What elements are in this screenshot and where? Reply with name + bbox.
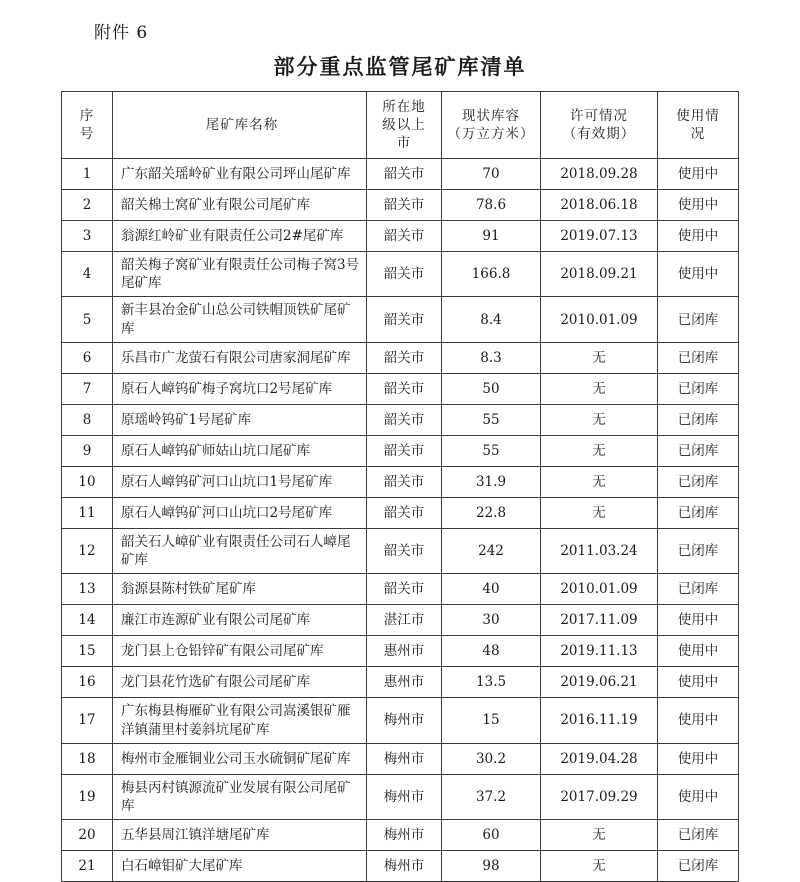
- cell-city: 韶关市: [367, 435, 442, 466]
- cell-permit: 无: [541, 435, 658, 466]
- cell-name: 龙门县花竹选矿有限公司尾矿库: [113, 667, 367, 698]
- cell-name: 翁源红岭矿业有限责任公司2#尾矿库: [113, 221, 367, 252]
- cell-index: 16: [62, 667, 113, 698]
- table-row: [62, 698, 739, 743]
- cell-capacity: 8.3: [442, 342, 541, 373]
- cell-index: 8: [62, 404, 113, 435]
- cell-capacity: 55: [442, 404, 541, 435]
- cell-name: 原石人嶂钨矿河口山坑口1号尾矿库: [113, 466, 367, 497]
- cell-permit: 2016.11.19: [541, 698, 658, 743]
- cell-index: 12: [62, 528, 113, 573]
- table-row: [62, 404, 739, 435]
- cell-permit: 无: [541, 497, 658, 528]
- table-row: [62, 373, 739, 404]
- column-header-city-line1: 所在地: [382, 98, 426, 115]
- cell-status: 使用中: [658, 774, 739, 819]
- cell-name: 韶关梅子窝矿业有限责任公司梅子窝3号尾矿库: [113, 252, 367, 297]
- cell-index: 18: [62, 743, 113, 774]
- cell-index: 21: [62, 851, 113, 882]
- cell-permit: 2018.06.18: [541, 190, 658, 221]
- cell-capacity: 30: [442, 605, 541, 636]
- cell-capacity: 8.4: [442, 297, 541, 342]
- table-body: [62, 159, 739, 882]
- cell-name: 原石人嶂钨矿河口山坑口2号尾矿库: [113, 497, 367, 528]
- cell-permit: 2019.11.13: [541, 636, 658, 667]
- cell-city: 韶关市: [367, 252, 442, 297]
- column-header-capacity: [442, 92, 541, 159]
- cell-capacity: 55: [442, 435, 541, 466]
- cell-city: 韶关市: [367, 574, 442, 605]
- cell-name: 原石人嶂钨矿梅子窝坑口2号尾矿库: [113, 373, 367, 404]
- cell-city: 韶关市: [367, 466, 442, 497]
- cell-status: 使用中: [658, 698, 739, 743]
- cell-name: 五华县周江镇洋塘尾矿库: [113, 820, 367, 851]
- cell-index: 6: [62, 342, 113, 373]
- cell-index: 20: [62, 820, 113, 851]
- cell-index: 14: [62, 605, 113, 636]
- cell-city: 韶关市: [367, 404, 442, 435]
- cell-index: 7: [62, 373, 113, 404]
- cell-permit: 2019.07.13: [541, 221, 658, 252]
- column-header-city: [367, 92, 442, 159]
- cell-index: 10: [62, 466, 113, 497]
- table-row: [62, 497, 739, 528]
- cell-index: 2: [62, 190, 113, 221]
- cell-status: 已闭库: [658, 373, 739, 404]
- table-row: [62, 190, 739, 221]
- cell-name: 新丰县冶金矿山总公司铁帽顶铁矿尾矿库: [113, 297, 367, 342]
- cell-index: 3: [62, 221, 113, 252]
- cell-capacity: 166.8: [442, 252, 541, 297]
- column-header-city-line2: 级以上: [382, 116, 426, 133]
- cell-capacity: 60: [442, 820, 541, 851]
- cell-status: 已闭库: [658, 497, 739, 528]
- table-row: [62, 743, 739, 774]
- page-title: 部分重点监管尾矿库清单: [273, 54, 527, 79]
- cell-status: 已闭库: [658, 528, 739, 573]
- table-row: [62, 636, 739, 667]
- cell-name: 原瑶岭钨矿1号尾矿库: [113, 404, 367, 435]
- cell-capacity: 50: [442, 373, 541, 404]
- cell-capacity: 91: [442, 221, 541, 252]
- cell-capacity: 78.6: [442, 190, 541, 221]
- cell-permit: 无: [541, 342, 658, 373]
- cell-city: 韶关市: [367, 497, 442, 528]
- cell-capacity: 40: [442, 574, 541, 605]
- column-header-status-line2: 况: [690, 126, 706, 142]
- cell-status: 使用中: [658, 221, 739, 252]
- table-header-row: [62, 92, 739, 159]
- cell-status: 使用中: [658, 743, 739, 774]
- cell-permit: 2018.09.21: [541, 252, 658, 297]
- column-header-status-line1: 使用情: [676, 107, 720, 124]
- cell-index: 13: [62, 574, 113, 605]
- cell-city: 惠州市: [367, 636, 442, 667]
- cell-capacity: 15: [442, 698, 541, 743]
- cell-city: 韶关市: [367, 190, 442, 221]
- cell-city: 梅州市: [367, 851, 442, 882]
- cell-city: 韶关市: [367, 373, 442, 404]
- cell-permit: 2010.01.09: [541, 574, 658, 605]
- cell-index: 19: [62, 774, 113, 819]
- cell-index: 4: [62, 252, 113, 297]
- column-header-permit-line1: 许可情况: [570, 107, 628, 124]
- table-row: [62, 605, 739, 636]
- column-header-index-line2: 号: [79, 126, 95, 142]
- table-row: [62, 528, 739, 573]
- cell-index: 5: [62, 297, 113, 342]
- cell-name: 广东韶关瑶岭矿业有限公司坪山尾矿库: [113, 159, 367, 190]
- cell-status: 使用中: [658, 667, 739, 698]
- column-header-name: 尾矿库名称: [113, 92, 367, 159]
- cell-name: 韶关棉土窝矿业有限公司尾矿库: [113, 190, 367, 221]
- cell-permit: 2010.01.09: [541, 297, 658, 342]
- column-header-city-line3: 市: [396, 135, 412, 152]
- cell-status: 使用中: [658, 252, 739, 297]
- cell-city: 韶关市: [367, 342, 442, 373]
- table-row: [62, 221, 739, 252]
- cell-permit: 2017.09.29: [541, 774, 658, 819]
- cell-status: 已闭库: [658, 820, 739, 851]
- cell-permit: 无: [541, 404, 658, 435]
- table-header: [62, 92, 739, 159]
- cell-name: 广东梅县梅雁矿业有限公司嵩溪银矿雁洋镇蒲里村姜斜坑尾矿库: [113, 698, 367, 743]
- cell-name: 梅州市金雁铜业公司玉水硫铜矿尾矿库: [113, 743, 367, 774]
- column-header-capacity-line2: （万立方米）: [447, 126, 535, 142]
- column-header-permit: [541, 92, 658, 159]
- cell-capacity: 98: [442, 851, 541, 882]
- table-row: [62, 252, 739, 297]
- cell-permit: 2019.06.21: [541, 667, 658, 698]
- cell-city: 梅州市: [367, 774, 442, 819]
- cell-status: 已闭库: [658, 851, 739, 882]
- cell-city: 梅州市: [367, 820, 442, 851]
- table-row: [62, 297, 739, 342]
- table-row: [62, 159, 739, 190]
- table-row: [62, 466, 739, 497]
- table-row: [62, 574, 739, 605]
- cell-status: 已闭库: [658, 404, 739, 435]
- cell-permit: 无: [541, 851, 658, 882]
- cell-capacity: 48: [442, 636, 541, 667]
- attachment-label: 附件 6: [94, 23, 149, 43]
- cell-city: 湛江市: [367, 605, 442, 636]
- table-row: [62, 820, 739, 851]
- cell-permit: 无: [541, 373, 658, 404]
- cell-city: 惠州市: [367, 667, 442, 698]
- table-row: [62, 435, 739, 466]
- column-header-permit-line2: （有效期）: [562, 126, 636, 142]
- cell-index: 15: [62, 636, 113, 667]
- tailings-table: [61, 91, 739, 882]
- table-row: [62, 342, 739, 373]
- cell-capacity: 22.8: [442, 497, 541, 528]
- cell-capacity: 30.2: [442, 743, 541, 774]
- cell-permit: 无: [541, 820, 658, 851]
- cell-status: 使用中: [658, 190, 739, 221]
- cell-name: 廉江市连源矿业有限公司尾矿库: [113, 605, 367, 636]
- cell-index: 17: [62, 698, 113, 743]
- cell-name: 翁源县陈村铁矿尾矿库: [113, 574, 367, 605]
- cell-permit: 无: [541, 466, 658, 497]
- column-header-capacity-line1: 现状库容: [462, 107, 520, 124]
- table-row: [62, 851, 739, 882]
- cell-city: 梅州市: [367, 698, 442, 743]
- cell-index: 9: [62, 435, 113, 466]
- cell-index: 11: [62, 497, 113, 528]
- cell-index: 1: [62, 159, 113, 190]
- table-row: [62, 667, 739, 698]
- cell-permit: 2018.09.28: [541, 159, 658, 190]
- cell-city: 韶关市: [367, 528, 442, 573]
- cell-status: 已闭库: [658, 466, 739, 497]
- cell-capacity: 13.5: [442, 667, 541, 698]
- cell-status: 已闭库: [658, 297, 739, 342]
- cell-permit: 2017.11.09: [541, 605, 658, 636]
- cell-capacity: 242: [442, 528, 541, 573]
- cell-permit: 2019.04.28: [541, 743, 658, 774]
- column-header-index-line1: 序: [79, 107, 95, 124]
- cell-capacity: 70: [442, 159, 541, 190]
- cell-capacity: 37.2: [442, 774, 541, 819]
- cell-city: 梅州市: [367, 743, 442, 774]
- cell-status: 已闭库: [658, 574, 739, 605]
- cell-status: 使用中: [658, 605, 739, 636]
- table-row: [62, 774, 739, 819]
- cell-status: 使用中: [658, 636, 739, 667]
- cell-city: 韶关市: [367, 297, 442, 342]
- cell-name: 韶关石人嶂矿业有限责任公司石人嶂尾矿库: [113, 528, 367, 573]
- column-header-status: [658, 92, 739, 159]
- cell-name: 乐昌市广龙萤石有限公司唐家洞尾矿库: [113, 342, 367, 373]
- cell-status: 已闭库: [658, 342, 739, 373]
- cell-city: 韶关市: [367, 159, 442, 190]
- cell-capacity: 31.9: [442, 466, 541, 497]
- cell-permit: 2011.03.24: [541, 528, 658, 573]
- cell-name: 梅县丙村镇源流矿业发展有限公司尾矿库: [113, 774, 367, 819]
- cell-status: 已闭库: [658, 435, 739, 466]
- column-header-index: [62, 92, 113, 159]
- cell-name: 白石嶂钼矿大尾矿库: [113, 851, 367, 882]
- cell-name: 龙门县上仓铅锌矿有限公司尾矿库: [113, 636, 367, 667]
- cell-status: 使用中: [658, 159, 739, 190]
- cell-name: 原石人嶂钨矿师姑山坑口尾矿库: [113, 435, 367, 466]
- cell-city: 韶关市: [367, 221, 442, 252]
